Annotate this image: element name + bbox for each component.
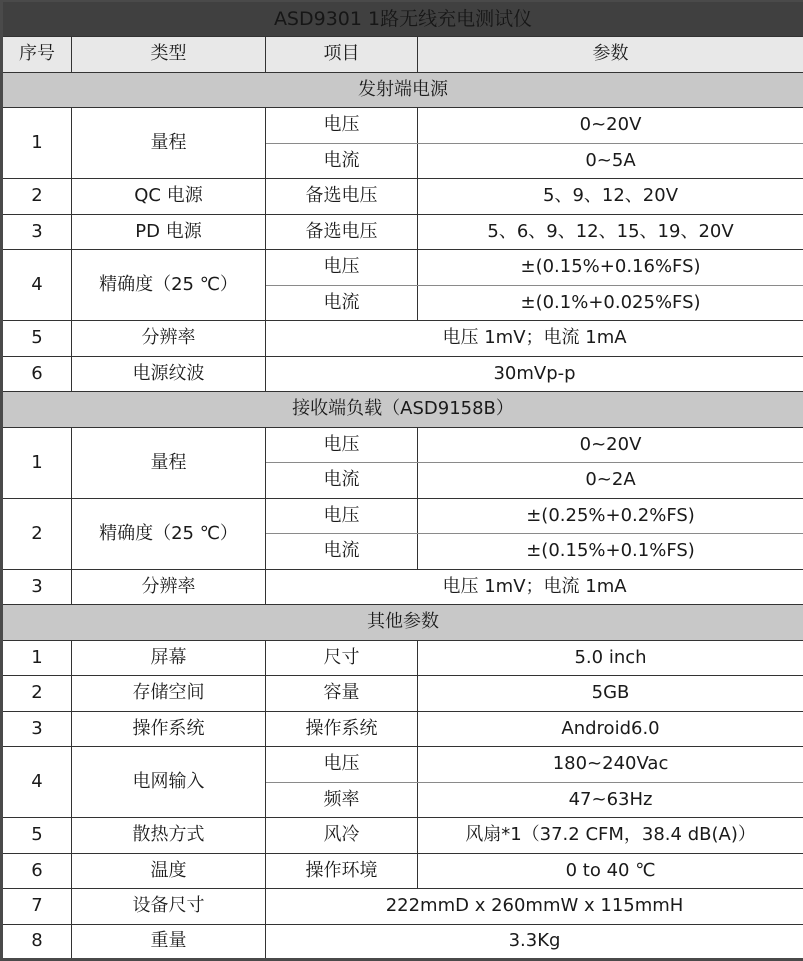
row-item: 操作环境 bbox=[266, 853, 418, 889]
row-merged-param: 3.3Kg bbox=[266, 924, 803, 960]
table-row bbox=[2, 747, 803, 783]
row-param: 0~20V bbox=[418, 427, 803, 463]
row-param: 47~63Hz bbox=[418, 782, 803, 818]
row-param: 180~240Vac bbox=[418, 747, 803, 783]
row-merged-param: 30mVp-p bbox=[266, 356, 803, 392]
row-type: 设备尺寸 bbox=[72, 889, 266, 925]
table-row bbox=[2, 179, 803, 215]
row-param: 0~20V bbox=[418, 108, 803, 144]
title-row bbox=[2, 1, 803, 37]
table-row bbox=[2, 498, 803, 534]
row-item: 风冷 bbox=[266, 818, 418, 854]
table-row bbox=[2, 640, 803, 676]
row-item: 备选电压 bbox=[266, 179, 418, 215]
table-row bbox=[2, 250, 803, 286]
row-param: 0~2A bbox=[418, 463, 803, 499]
row-index: 2 bbox=[2, 179, 72, 215]
table-row bbox=[2, 889, 803, 925]
row-param: 风扇*1（37.2 CFM，38.4 dB(A)） bbox=[418, 818, 803, 854]
row-index: 1 bbox=[2, 427, 72, 498]
row-merged-param: 222mmD x 260mmW x 115mmH bbox=[266, 889, 803, 925]
table-row bbox=[2, 108, 803, 144]
row-item: 电压 bbox=[266, 498, 418, 534]
row-index: 3 bbox=[2, 214, 72, 250]
section-header bbox=[2, 605, 803, 641]
row-param: ±(0.1%+0.025%FS) bbox=[418, 285, 803, 321]
table-row bbox=[2, 214, 803, 250]
row-item: 电流 bbox=[266, 534, 418, 570]
row-type: 量程 bbox=[72, 108, 266, 179]
row-item: 操作系统 bbox=[266, 711, 418, 747]
row-param: 0 to 40 ℃ bbox=[418, 853, 803, 889]
table-row bbox=[2, 676, 803, 712]
header-type: 类型 bbox=[72, 37, 266, 73]
row-index: 5 bbox=[2, 321, 72, 357]
row-index: 2 bbox=[2, 676, 72, 712]
table-row bbox=[2, 924, 803, 960]
row-index: 1 bbox=[2, 640, 72, 676]
row-param: 0~5A bbox=[418, 143, 803, 179]
row-param: 5GB bbox=[418, 676, 803, 712]
header-index: 序号 bbox=[2, 37, 72, 73]
header-item: 项目 bbox=[266, 37, 418, 73]
row-merged-param: 电压 1mV；电流 1mA bbox=[266, 321, 803, 357]
table-row bbox=[2, 356, 803, 392]
row-type: 温度 bbox=[72, 853, 266, 889]
row-index: 6 bbox=[2, 356, 72, 392]
row-type: 散热方式 bbox=[72, 818, 266, 854]
table-row bbox=[2, 321, 803, 357]
row-item: 电压 bbox=[266, 427, 418, 463]
row-index: 5 bbox=[2, 818, 72, 854]
row-item: 电压 bbox=[266, 250, 418, 286]
table-row bbox=[2, 853, 803, 889]
header-row bbox=[2, 37, 803, 73]
row-type: 分辨率 bbox=[72, 569, 266, 605]
row-type: QC 电源 bbox=[72, 179, 266, 215]
row-param: Android6.0 bbox=[418, 711, 803, 747]
section-header bbox=[2, 72, 803, 108]
header-param: 参数 bbox=[418, 37, 803, 73]
row-item: 电流 bbox=[266, 285, 418, 321]
row-index: 7 bbox=[2, 889, 72, 925]
row-type: 电网输入 bbox=[72, 747, 266, 818]
row-param: 5、6、9、12、15、19、20V bbox=[418, 214, 803, 250]
row-type: 操作系统 bbox=[72, 711, 266, 747]
row-item: 电流 bbox=[266, 463, 418, 499]
row-item: 电压 bbox=[266, 108, 418, 144]
row-item: 尺寸 bbox=[266, 640, 418, 676]
section-title: 发射端电源 bbox=[2, 72, 803, 108]
row-type: 精确度（25 ℃） bbox=[72, 498, 266, 569]
row-type: 重量 bbox=[72, 924, 266, 960]
row-type: 屏幕 bbox=[72, 640, 266, 676]
row-index: 4 bbox=[2, 747, 72, 818]
row-type: 分辨率 bbox=[72, 321, 266, 357]
table-title: ASD9301 1路无线充电测试仪 bbox=[2, 1, 803, 37]
row-index: 1 bbox=[2, 108, 72, 179]
row-param: ±(0.15%+0.16%FS) bbox=[418, 250, 803, 286]
row-index: 3 bbox=[2, 569, 72, 605]
row-param: ±(0.15%+0.1%FS) bbox=[418, 534, 803, 570]
table-row bbox=[2, 427, 803, 463]
row-item: 容量 bbox=[266, 676, 418, 712]
section-header bbox=[2, 392, 803, 428]
row-index: 3 bbox=[2, 711, 72, 747]
row-index: 2 bbox=[2, 498, 72, 569]
row-merged-param: 电压 1mV；电流 1mA bbox=[266, 569, 803, 605]
table-row bbox=[2, 711, 803, 747]
table-row bbox=[2, 569, 803, 605]
section-title: 接收端负载（ASD9158B） bbox=[2, 392, 803, 428]
row-param: ±(0.25%+0.2%FS) bbox=[418, 498, 803, 534]
section-title: 其他参数 bbox=[2, 605, 803, 641]
row-item: 电流 bbox=[266, 143, 418, 179]
row-item: 频率 bbox=[266, 782, 418, 818]
row-item: 电压 bbox=[266, 747, 418, 783]
row-item: 备选电压 bbox=[266, 214, 418, 250]
row-type: 存储空间 bbox=[72, 676, 266, 712]
row-type: 电源纹波 bbox=[72, 356, 266, 392]
row-index: 6 bbox=[2, 853, 72, 889]
table-row bbox=[2, 818, 803, 854]
row-type: PD 电源 bbox=[72, 214, 266, 250]
row-param: 5.0 inch bbox=[418, 640, 803, 676]
row-index: 8 bbox=[2, 924, 72, 960]
row-type: 量程 bbox=[72, 427, 266, 498]
row-index: 4 bbox=[2, 250, 72, 321]
row-type: 精确度（25 ℃） bbox=[72, 250, 266, 321]
row-param: 5、9、12、20V bbox=[418, 179, 803, 215]
